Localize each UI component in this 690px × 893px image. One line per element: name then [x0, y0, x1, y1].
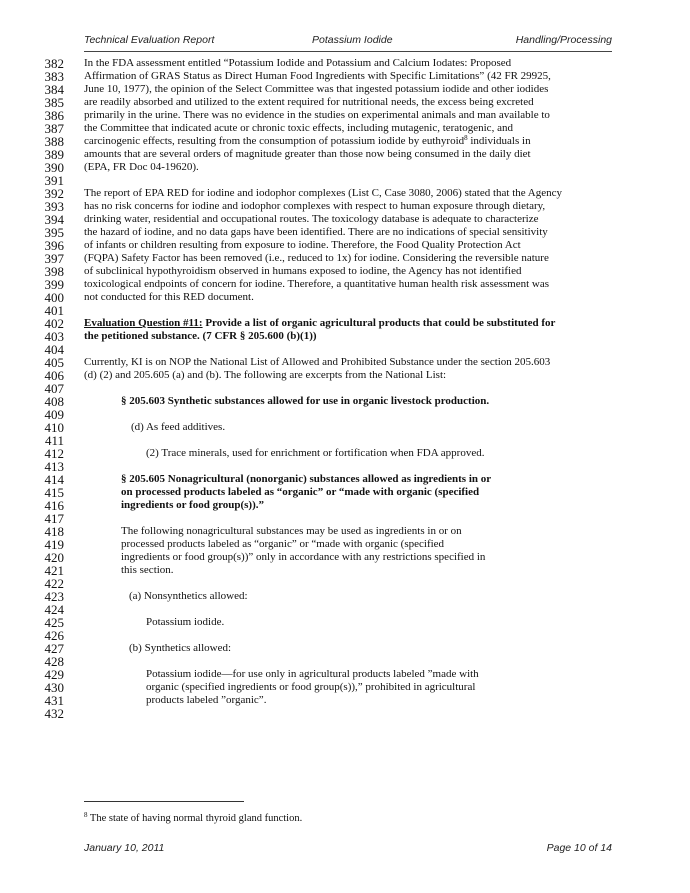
line-number: 425: [44, 615, 64, 630]
text-line: organic (specified ingredients or food group(s)),” prohibited in agricultural: [146, 681, 476, 693]
line-number: 402: [44, 316, 64, 331]
section-heading: § 205.605 Nonagricultural (nonorganic) substances allowed as ingredients in or: [121, 473, 492, 485]
text-line: (2) Trace minerals, used for enrichment or fortification when FDA approved.: [146, 447, 485, 459]
text-line: (b) Synthetics allowed:: [129, 642, 232, 654]
text-line: ingredients or food group(s))” only in accordance with any restrictions specified in: [121, 551, 486, 563]
text-line: amounts that are several orders of magnitude greater than those now being consumed in the daily diet: [84, 148, 531, 160]
line-number: 386: [44, 108, 64, 123]
line-number: 409: [44, 407, 64, 422]
line-number: 408: [44, 394, 64, 409]
line-number: 401: [44, 303, 64, 318]
question-label: Evaluation Question #11:: [84, 317, 203, 329]
text-line: June 10, 1977), the opinion of the Select Committee was that ingested potassium iodide and other iodides: [84, 83, 549, 95]
text-line: this section.: [121, 564, 174, 576]
line-number: 417: [44, 511, 64, 526]
line-number: 394: [44, 212, 64, 227]
line-number: 391: [44, 173, 64, 188]
text-line: drinking water, residential and occupational routes. The toxicology database is adequate to characterize: [84, 213, 539, 225]
line-number: 414: [44, 472, 64, 487]
line-number: 415: [44, 485, 64, 500]
text-line: has no risk concerns for iodine and iodophor complexes with respect to human exposure through dietary,: [84, 200, 546, 212]
line-number: 396: [44, 238, 64, 253]
footer-page-number: Page 10 of 14: [546, 842, 612, 854]
text-line: primarily in the urine. There was no evidence in the studies on experimental animals and man available to: [84, 109, 550, 121]
text-line: (d) (2) and 205.605 (a) and (b). The following are excerpts from the National List:: [84, 369, 447, 381]
text-line: (FQPA) Safety Factor has been removed (i.e., reduced to 1x) for iodine. Considering the reversible nature: [84, 252, 549, 264]
text-line: The following nonagricultural substances may be used as ingredients in or on: [121, 525, 462, 537]
section-heading: on processed products labeled as “organic” or “made with organic (specified: [121, 486, 480, 498]
text-span: individuals in: [467, 135, 531, 147]
text-span: carcinogenic effects, resulting from the consumption of potassium iodide by euthyroid: [84, 135, 465, 147]
line-number: 395: [44, 225, 64, 240]
line-number: 387: [44, 121, 64, 136]
line-number: 388: [44, 134, 64, 149]
line-number: 421: [44, 563, 64, 578]
text-line: (a) Nonsynthetics allowed:: [129, 590, 248, 602]
text-line: products labeled ”organic”.: [146, 694, 267, 706]
line-number: 389: [44, 147, 64, 162]
line-number: 404: [44, 342, 64, 357]
text-line: The report of EPA RED for iodine and iodophor complexes (List C, Case 3080, 2006) stated that the Agency: [84, 187, 563, 199]
line-number: 431: [44, 693, 64, 708]
page-header: [84, 34, 612, 52]
text-line: processed products labeled as “organic” or “made with organic (specified: [121, 538, 445, 550]
line-number: 407: [44, 381, 64, 396]
header-substance: Potassium Iodide: [312, 34, 393, 46]
text-line: (EPA, FR Doc 04-19620).: [84, 161, 199, 173]
line-number: 426: [44, 628, 64, 643]
line-number: 427: [44, 641, 64, 656]
text-line: not conducted for this RED document.: [84, 291, 254, 303]
line-number: 384: [44, 82, 64, 97]
line-number: 390: [44, 160, 64, 175]
text-line: [84, 135, 531, 148]
section-heading: § 205.603 Synthetic substances allowed for use in organic livestock production.: [121, 395, 490, 407]
footnote: [84, 812, 302, 825]
line-number: 429: [44, 667, 64, 682]
text-line: Potassium iodide—for use only in agricultural products labeled ”made with: [146, 668, 479, 680]
text-line: [84, 317, 555, 330]
line-number: 411: [44, 433, 64, 448]
line-number: 382: [44, 56, 64, 71]
line-number: 399: [44, 277, 64, 292]
line-number: 428: [44, 654, 64, 669]
text-line: Affirmation of GRAS Status as Direct Human Food Ingredients with Specific Limitations” (42 FR 29925,: [84, 70, 551, 82]
text-line: Currently, KI is on NOP the National List of Allowed and Prohibited Substance under the section 205.603: [84, 356, 551, 368]
line-number: 412: [44, 446, 64, 461]
text-line: of infants or children resulting from exposure to iodine. Therefore, the Food Quality Protection Act: [84, 239, 521, 251]
text-line: of subclinical hypothyroidism observed in humans exposed to iodine, the Agency has not identified: [84, 265, 522, 277]
text-line: are readily absorbed and utilized to the extent required for nutritional needs, the excess being excreted: [84, 96, 534, 108]
text-line: the Committee that indicated acute or chronic toxic effects, including mutagenic, teratogenic, and: [84, 122, 513, 134]
footnote-text: The state of having normal thyroid gland function.: [87, 813, 303, 824]
text-line: (d) As feed additives.: [131, 421, 226, 433]
text-line: In the FDA assessment entitled “Potassium Iodide and Potassium and Calcium Iodates: Proposed: [84, 57, 512, 69]
line-number: 393: [44, 199, 64, 214]
footnote-divider: [84, 801, 244, 802]
section-heading: ingredients or food group(s)).”: [121, 499, 265, 511]
line-number: 420: [44, 550, 64, 565]
text-line: the hazard of iodine, and no data gaps have been identified. There are no indications of special sensitivity: [84, 226, 548, 238]
line-number: 419: [44, 537, 64, 552]
footnote-reference[interactable]: 8: [464, 134, 468, 142]
line-number: 400: [44, 290, 64, 305]
line-number: 423: [44, 589, 64, 604]
header-category: Handling/Processing: [515, 34, 612, 46]
line-number: 430: [44, 680, 64, 695]
text-line: Potassium iodide.: [146, 616, 225, 628]
line-number: 432: [44, 706, 64, 721]
line-number: 398: [44, 264, 64, 279]
text-line: toxicological endpoints of concern for iodine. Therefore, a quantitative human health risk assessment was: [84, 278, 550, 290]
line-number: 413: [44, 459, 64, 474]
line-number: 392: [44, 186, 64, 201]
line-number: 397: [44, 251, 64, 266]
footer-date: January 10, 2011: [84, 842, 165, 854]
line-number: 410: [44, 420, 64, 435]
line-number: 385: [44, 95, 64, 110]
line-number: 422: [44, 576, 64, 591]
footnote-mark: 8: [84, 811, 88, 819]
line-number: 416: [44, 498, 64, 513]
line-number: 424: [44, 602, 64, 617]
line-number: 406: [44, 368, 64, 383]
line-number: 418: [44, 524, 64, 539]
question-text: Provide a list of organic agricultural products that could be substituted for: [202, 317, 556, 329]
line-number: 405: [44, 355, 64, 370]
line-number: 403: [44, 329, 64, 344]
line-number: 383: [44, 69, 64, 84]
header-report-title: Technical Evaluation Report: [84, 34, 215, 46]
text-line: the petitioned substance. (7 CFR § 205.600 (b)(1)): [84, 330, 317, 342]
